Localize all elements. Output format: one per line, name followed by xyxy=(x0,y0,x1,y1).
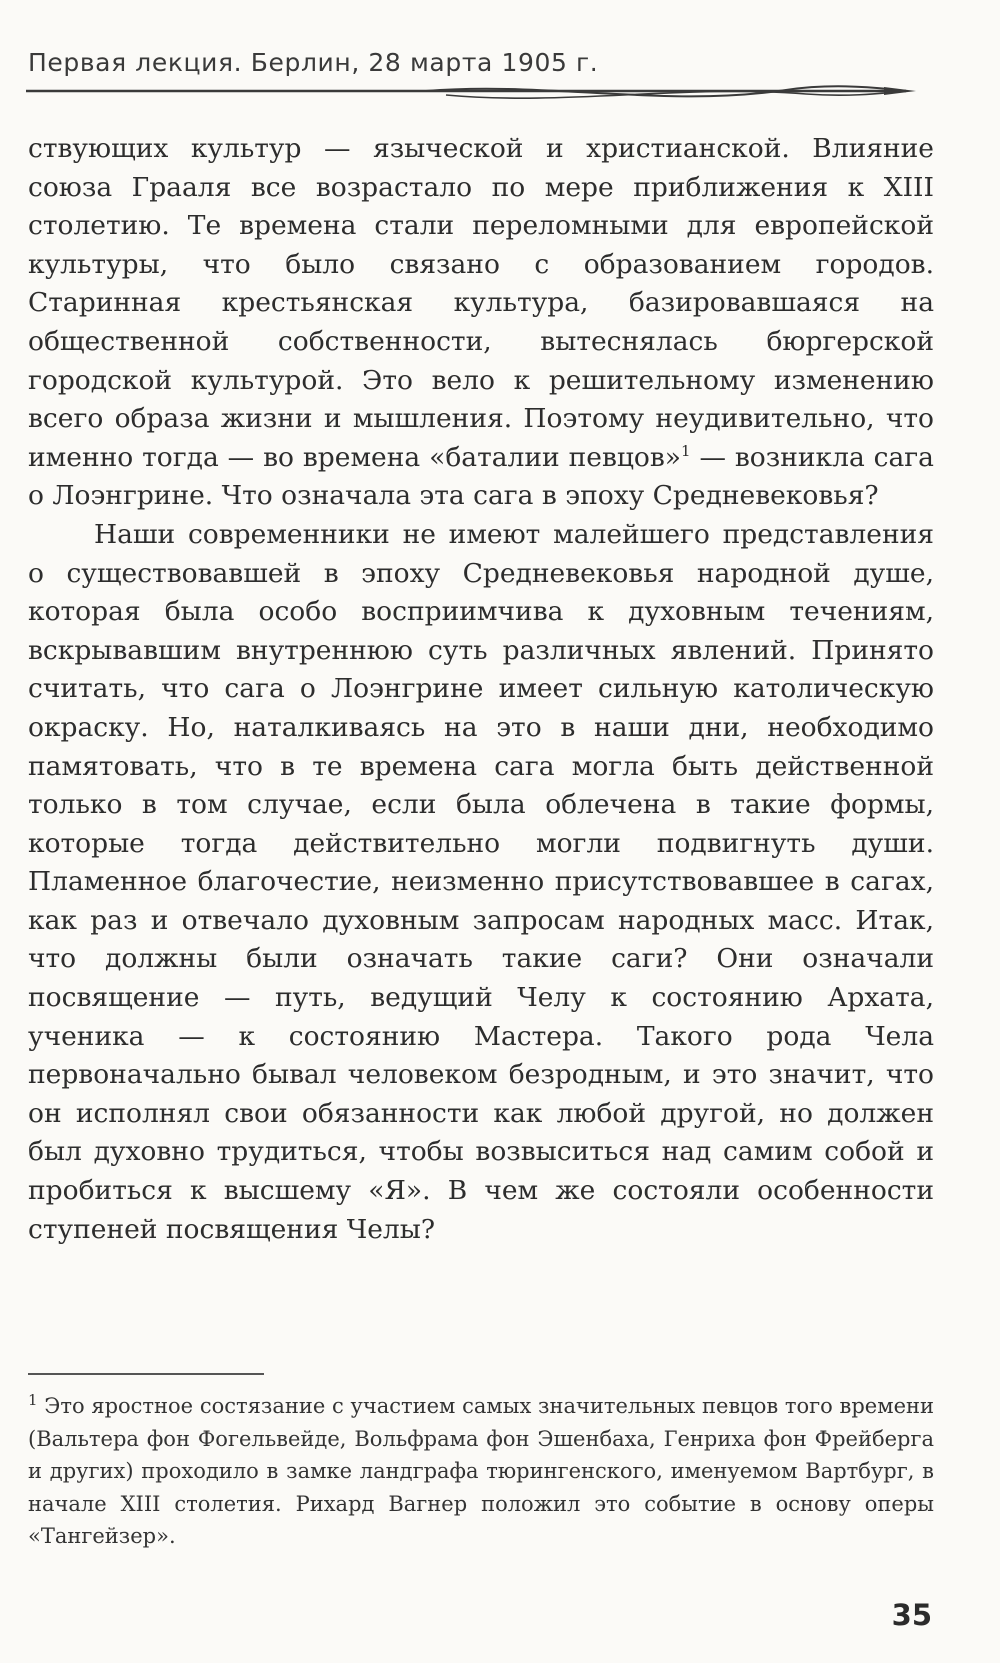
main-text xyxy=(28,130,934,1249)
paragraph-2: Наши современники не имеют малейшего представления о существовавшей в эпоху Средневековья народной душе, которая была особо восприимчива к духовным течениям, вскрывавшим внутреннюю суть различных явлений. Принято считать, что сага о Лоэнгрине имеет сильную католическую окраску. Но, наталкиваясь на это в наши дни, необходимо памятовать, что в те времена сага могла быть действенной только в том случае, если была облечена в такие формы, которые тогда действительно могли подвигнуть души. Пламенное благочестие, неизменно присутствовавшее в сагах, как раз и отвечало духовным запросам народных масс. Итак, что должны были означать такие саги? Они означали посвящение — путь, ведущий Челу к состоянию Архата, ученика — к состоянию Мастера. Такого рода Чела первоначально бывал человеком безродным, и это значит, что он исполнял свои обязанности как любой другой, но должен был духовно трудиться, чтобы возвыситься над самим собой и пробиться к высшему «Я». В чем же состояли особенности ступеней посвящения Челы? xyxy=(28,518,934,1245)
footnote-marker: 1 xyxy=(28,1391,38,1409)
paragraph-1-part-a: ствующих культур — языческой и христианской. Влияние союза Грааля все возрастало по мере приближения к XIII столетию. Те времена стали переломными для европейской культуры, что было связано с образованием городов. Старинная крестьянская культура, базировавшаяся на общественной собственности, вытеснялась бюргерской городской культурой. Это вело к решительному изменению всего образа жизни и мышления. Поэтому неудивительно, что именно тогда — во времена «баталии певцов» xyxy=(28,133,934,473)
page-number: 35 xyxy=(891,1598,932,1632)
paragraph-1-part-b: — возникла сага о Лоэнгрине. Что означала эта сага в эпоху Средневековья? xyxy=(28,441,934,512)
footnote-divider xyxy=(28,1373,264,1375)
footnote-reference[interactable]: 1 xyxy=(681,441,691,460)
footnote xyxy=(28,1390,934,1553)
running-title: Первая лекция. Берлин, 28 марта 1905 г. xyxy=(28,48,599,77)
header-rule-ornament xyxy=(26,78,936,112)
paragraph-1 xyxy=(28,130,934,516)
footnote-text: Это яростное состязание с участием самых значительных певцов того времени (Вальтера фон Фогельвейде, Вольфрама фон Эшенбаха, Генриха фон Фрейберга и других) проходило в замке ландграфа тюрингенского, именуемом Вартбург, в начале XIII столетия. Рихард Вагнер положил это событие в основу оперы «Тангейзер». xyxy=(28,1394,934,1549)
